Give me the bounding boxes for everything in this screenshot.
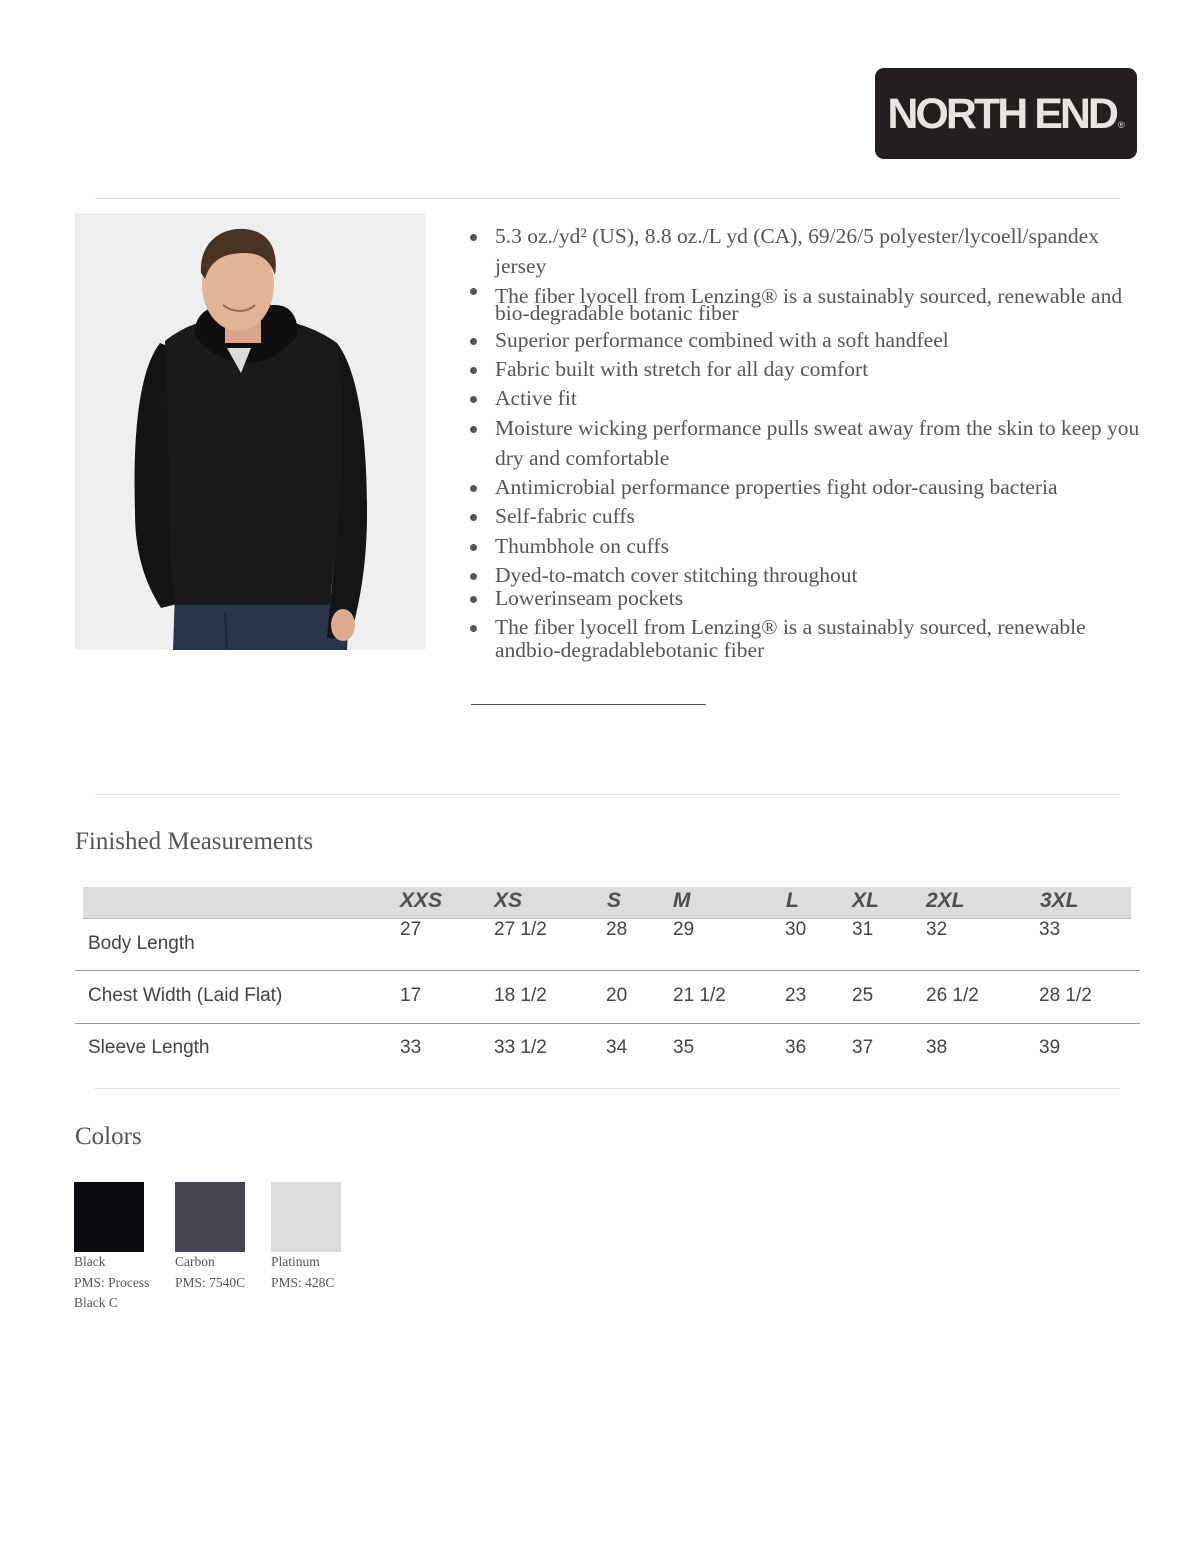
cell: 27 1/2 bbox=[494, 919, 547, 940]
logo-registered-mark: ® bbox=[1117, 119, 1125, 130]
table-header bbox=[83, 887, 1131, 919]
feature-item: Moisture wicking performance pulls sweat away from the skin to keep you dry and comfortable bbox=[470, 414, 1145, 473]
size-header: 3XL bbox=[1040, 889, 1079, 912]
cell: 31 bbox=[852, 919, 874, 940]
color-name: Carbon bbox=[175, 1254, 215, 1269]
colors-title: Colors bbox=[75, 1123, 142, 1150]
feature-item: Antimicrobial performance properties fight odor-causing bacteria bbox=[470, 473, 1145, 503]
color-pms: PMS: Process bbox=[74, 1274, 150, 1290]
table-row bbox=[75, 918, 1140, 971]
north-end-logo bbox=[875, 68, 1137, 159]
divider-bottom bbox=[95, 1088, 1120, 1089]
feature-item: The fiber lyocell from Lenzing® is a sustainably sourced, renewable and bio-degradable botanic fiber bbox=[470, 288, 1145, 322]
measurements-title: Finished Measurements bbox=[75, 828, 314, 855]
cell: 33 bbox=[1039, 919, 1061, 940]
color-pms: PMS: 428C bbox=[271, 1274, 335, 1290]
feature-item: Lowerinseam pockets bbox=[470, 587, 1145, 610]
table-row bbox=[75, 1023, 1140, 1075]
feature-item: Active fit bbox=[470, 384, 1145, 414]
feature-underline bbox=[471, 704, 706, 705]
color-carbon bbox=[175, 1182, 245, 1293]
cell: 34 bbox=[606, 1037, 628, 1058]
feature-item: The fiber lyocell from Lenzing® is a sustainably sourced, renewable andbio-degradablebotanic fiber bbox=[470, 616, 1145, 662]
cell: 37 bbox=[852, 1037, 874, 1058]
feature-item: Thumbhole on cuffs bbox=[470, 532, 1145, 562]
cell: 35 bbox=[673, 1037, 695, 1058]
cell: 20 bbox=[606, 985, 628, 1006]
cell: 32 bbox=[926, 919, 948, 940]
cell: 28 1/2 bbox=[1039, 985, 1092, 1006]
feature-item: Fabric built with stretch for all day comfort bbox=[470, 355, 1145, 385]
color-swatch bbox=[74, 1182, 144, 1252]
size-header: S bbox=[607, 889, 622, 912]
row-label: Sleeve Length bbox=[88, 1037, 210, 1058]
cell: 33 bbox=[400, 1037, 422, 1058]
color-swatch bbox=[271, 1182, 341, 1252]
cell: 29 bbox=[673, 919, 695, 940]
cell: 28 bbox=[606, 919, 628, 940]
row-label: Body Length bbox=[88, 933, 195, 954]
color-name: Black bbox=[74, 1254, 106, 1269]
feature-item: Superior performance combined with a soft handfeel bbox=[470, 326, 1145, 356]
feature-item: Dyed-to-match cover stitching throughout bbox=[470, 561, 1145, 591]
color-black bbox=[74, 1182, 149, 1314]
color-platinum bbox=[271, 1182, 341, 1293]
size-header: L bbox=[786, 889, 799, 912]
color-swatch bbox=[175, 1182, 245, 1252]
size-header: XXS bbox=[400, 889, 443, 912]
divider-top bbox=[95, 198, 1120, 199]
cell: 18 1/2 bbox=[494, 985, 547, 1006]
divider-middle bbox=[95, 794, 1120, 795]
size-header: M bbox=[673, 889, 691, 912]
cell: 33 1/2 bbox=[494, 1037, 547, 1058]
cell: 36 bbox=[785, 1037, 807, 1058]
color-pms: PMS: 7540C bbox=[175, 1274, 246, 1290]
size-header: XL bbox=[852, 889, 879, 912]
cell: 39 bbox=[1039, 1037, 1061, 1058]
table-row bbox=[75, 971, 1140, 1024]
cell: 25 bbox=[852, 985, 874, 1006]
size-header: XS bbox=[494, 889, 523, 912]
size-header: 2XL bbox=[926, 889, 965, 912]
cell: 27 bbox=[400, 919, 422, 940]
color-pms: Black C bbox=[74, 1295, 118, 1310]
feature-item: Self-fabric cuffs bbox=[470, 502, 1145, 532]
cell: 21 1/2 bbox=[673, 985, 726, 1006]
cell: 23 bbox=[785, 985, 807, 1006]
cell: 30 bbox=[785, 919, 807, 940]
cell: 26 1/2 bbox=[926, 985, 979, 1006]
cell: 17 bbox=[400, 985, 422, 1006]
row-label: Chest Width (Laid Flat) bbox=[88, 985, 283, 1006]
color-name: Platinum bbox=[271, 1254, 320, 1269]
product-photo bbox=[75, 213, 425, 650]
cell: 38 bbox=[926, 1037, 948, 1058]
logo-text: NORTH END bbox=[887, 90, 1116, 138]
feature-item: 5.3 oz./yd² (US), 8.8 oz./L yd (CA), 69/26/5 polyester/lycoell/spandex jersey bbox=[470, 222, 1145, 281]
